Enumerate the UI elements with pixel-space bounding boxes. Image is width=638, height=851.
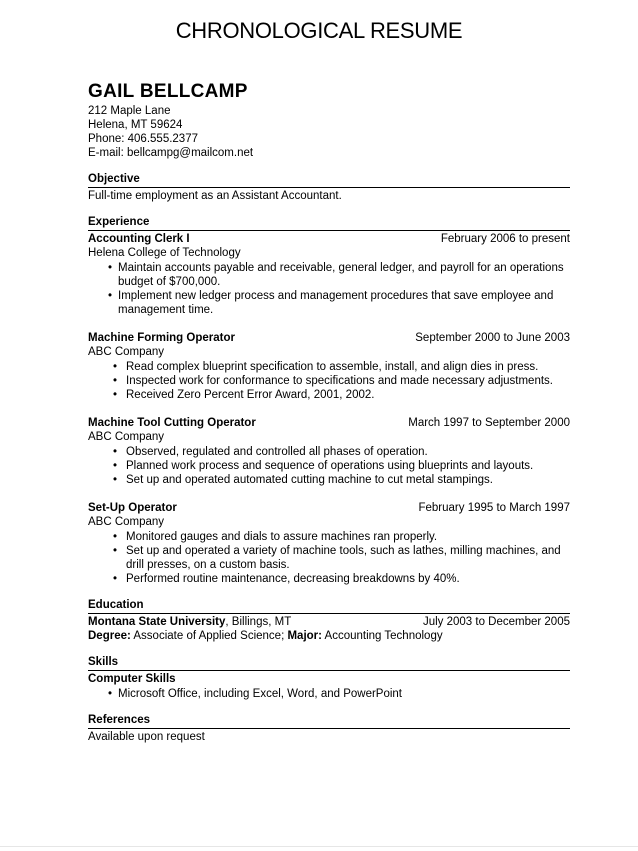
job-entry [88, 416, 570, 487]
list-item: • Observed, regulated and controlled all phases of operation. [88, 445, 570, 459]
city-line: Helena, MT 59624 [88, 119, 183, 131]
resume-document [88, 82, 570, 744]
list-item: • Maintain accounts payable and receivable, general ledger, and payroll for an operations budget of $700,000. [88, 261, 570, 289]
job-header [88, 416, 570, 430]
job-company: ABC Company [88, 516, 165, 528]
address-line: 212 Maple Lane [88, 105, 171, 117]
job-dates: September 2000 to June 2003 [415, 332, 570, 344]
list-item: • Monitored gauges and dials to assure machines ran properly. [88, 530, 570, 544]
education-header [88, 615, 570, 629]
job-header [88, 501, 570, 515]
list-item: • Planned work process and sequence of operations using blueprints and layouts. [88, 459, 570, 473]
job-entry [88, 232, 570, 317]
job-bullets [88, 530, 570, 586]
job-title: Accounting Clerk I [88, 233, 190, 245]
list-item: • Microsoft Office, including Excel, Word, and PowerPoint [88, 687, 570, 701]
job-title: Machine Tool Cutting Operator [88, 417, 256, 429]
candidate-name: GAIL BELLCAMP [88, 81, 248, 102]
list-item: • Implement new ledger process and management procedures that save employee and management time. [88, 289, 570, 317]
job-company: ABC Company [88, 346, 165, 358]
education-heading: Education [88, 598, 570, 614]
job-entry [88, 501, 570, 586]
email-label: E-mail: [88, 147, 124, 159]
job-dates: March 1997 to September 2000 [408, 417, 570, 429]
degree-label: Degree: [88, 630, 131, 642]
experience-heading: Experience [88, 215, 570, 231]
school-name: Montana State University [88, 616, 226, 628]
list-item: • Inspected work for conformance to specifications and made necessary adjustments. [88, 374, 570, 388]
school-line [88, 615, 291, 629]
education-dates: July 2003 to December 2005 [422, 616, 570, 628]
page-bottom-divider [0, 846, 638, 847]
job-company: ABC Company [88, 431, 165, 443]
skills-subheading: Computer Skills [88, 673, 176, 685]
list-item: • Set up and operated a variety of machine tools, such as lathes, milling machines, and drill presses, on a custom basis. [88, 544, 570, 572]
skills-heading: Skills [88, 655, 570, 671]
objective-text: Full-time employment as an Assistant Accountant. [88, 190, 342, 202]
major-label: Major: [287, 630, 322, 642]
list-item: • Performed routine maintenance, decreasing breakdowns by 40%. [88, 572, 570, 586]
degree-value: Associate of Applied Science; [130, 630, 288, 642]
list-item: • Set up and operated automated cutting machine to cut metal stampings. [88, 473, 570, 487]
job-entry [88, 331, 570, 402]
skills-body [88, 672, 570, 701]
email-link[interactable]: bellcampg@mailcom.net [126, 147, 254, 159]
school-location: , Billings, MT [225, 616, 292, 628]
degree-line [88, 629, 570, 643]
job-bullets [88, 445, 570, 487]
list-item: • Received Zero Percent Error Award, 2001, 2002. [88, 388, 570, 402]
experience-list [88, 232, 570, 586]
job-bullets [88, 261, 570, 317]
contact-block [88, 104, 570, 160]
job-dates: February 2006 to present [440, 233, 570, 245]
job-company: Helena College of Technology [88, 247, 241, 259]
job-title: Set-Up Operator [88, 502, 177, 514]
major-value: Accounting Technology [321, 630, 443, 642]
references-heading: References [88, 713, 570, 729]
list-item: • Read complex blueprint specification to assemble, install, and align dies in press. [88, 360, 570, 374]
page-title: CHRONOLOGICAL RESUME [175, 18, 463, 43]
job-title: Machine Forming Operator [88, 332, 235, 344]
email-line [88, 146, 570, 160]
job-header [88, 232, 570, 246]
job-bullets [88, 360, 570, 402]
skills-list [88, 687, 570, 701]
job-header [88, 331, 570, 345]
education-body [88, 615, 570, 643]
objective-heading: Objective [88, 172, 570, 188]
job-dates: February 1995 to March 1997 [418, 502, 570, 514]
phone-line: Phone: 406.555.2377 [88, 133, 198, 145]
references-text: Available upon request [88, 731, 205, 743]
